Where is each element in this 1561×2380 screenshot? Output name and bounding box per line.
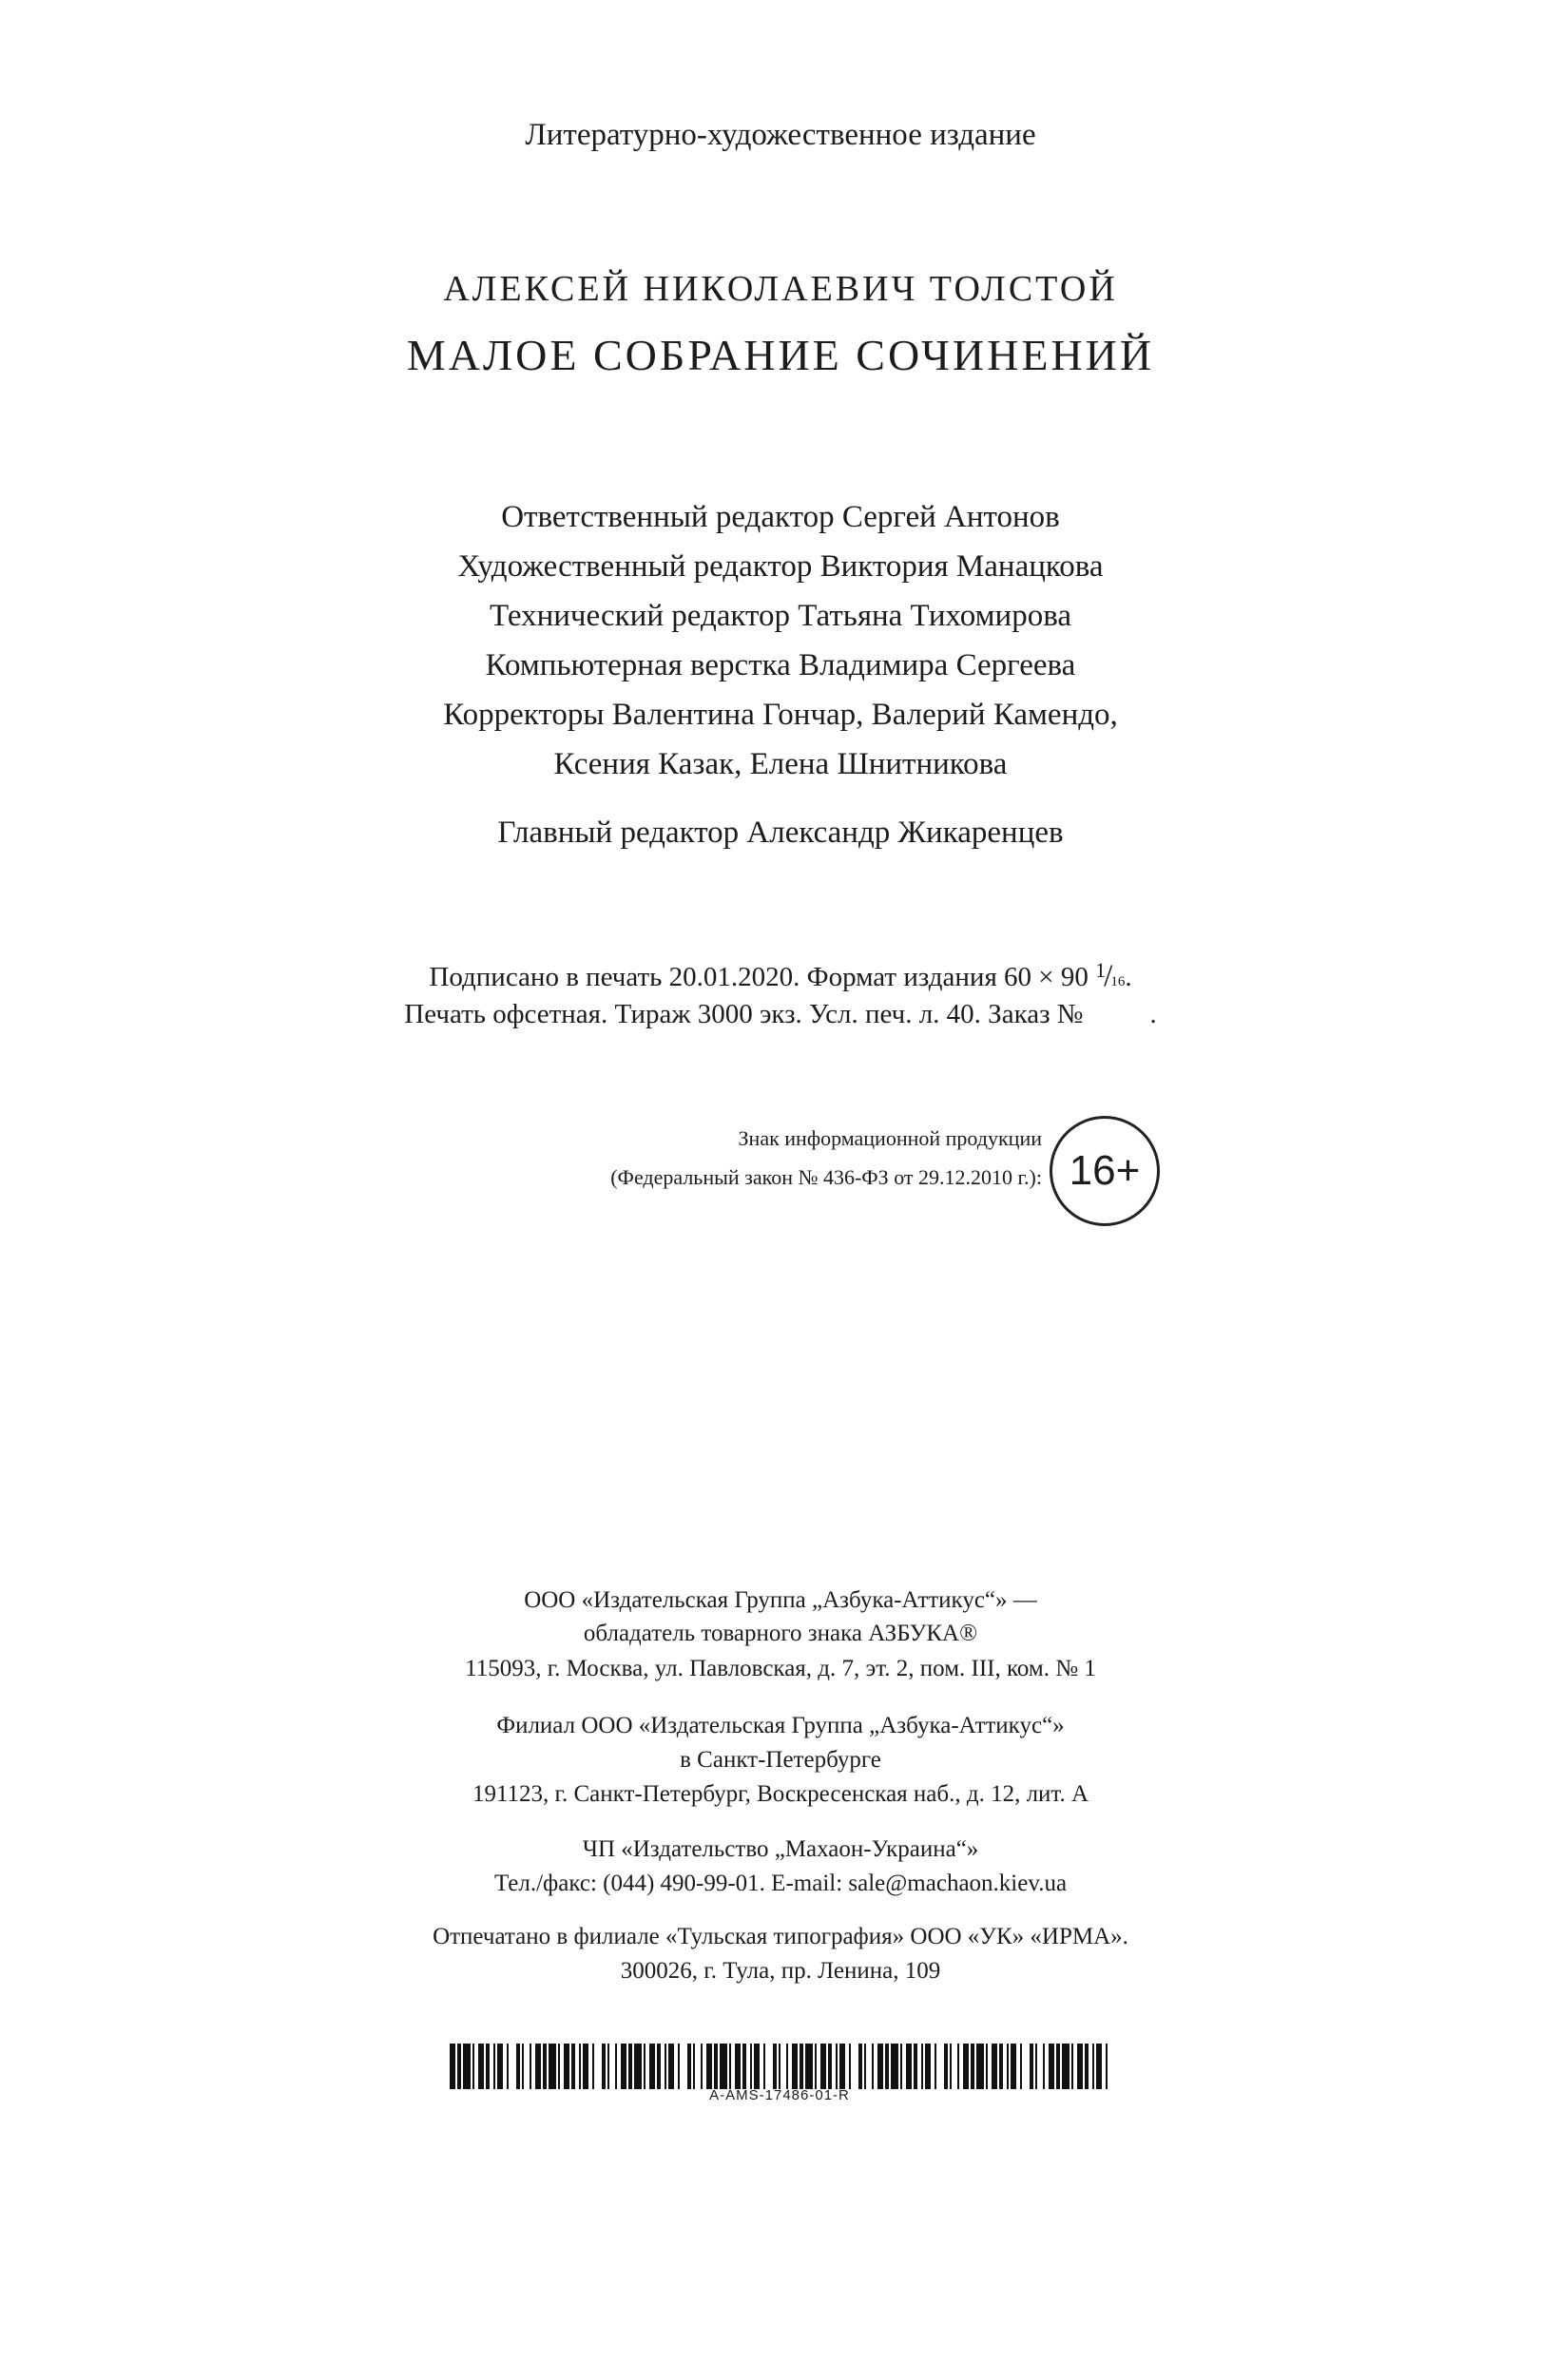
barcode-bar	[493, 2044, 495, 2089]
barcode-bar	[678, 2044, 680, 2089]
print-run-end: .	[1149, 999, 1157, 1029]
barcode-bar	[963, 2044, 969, 2089]
series-type: Литературно-художественное издание	[525, 118, 1036, 152]
barcode-bar	[450, 2044, 455, 2089]
barcode-bar	[478, 2044, 484, 2089]
printer-address: 300026, г. Тула, пр. Ленина, 109	[620, 1958, 941, 1984]
barcode-bar	[957, 2044, 959, 2089]
barcode-bar	[786, 2044, 788, 2089]
barcode-bar	[925, 2044, 931, 2089]
barcode-bar	[986, 2044, 988, 2089]
publisher-address: 115093, г. Москва, ул. Павловская, д. 7, эт. 2, пом. III, ком. № 1	[465, 1656, 1096, 1681]
barcode-bar	[828, 2044, 832, 2089]
branch-line: Филиал ООО «Издательская Группа „Азбука-Аттикус“»	[496, 1713, 1065, 1738]
branch-address: 191123, г. Санкт-Петербург, Воскресенская наб., д. 12, лит. А	[472, 1781, 1089, 1807]
barcode-bar	[1071, 2044, 1073, 2089]
barcode-bar	[665, 2044, 666, 2089]
barcode-bar	[621, 2044, 626, 2089]
barcode-bar	[644, 2044, 646, 2089]
barcode-bar	[1062, 2044, 1070, 2089]
barcode-bar	[607, 2044, 609, 2089]
barcode-bar	[615, 2044, 617, 2089]
barcode-bar	[836, 2044, 838, 2089]
barcode-bar	[805, 2044, 813, 2089]
barcode-caption: A-AMS-17486-01-R	[709, 2087, 850, 2103]
chief-editor: Главный редактор Александр Жикаренцев	[497, 816, 1064, 850]
publisher-line: ООО «Издательская Группа „Азбука-Аттикус“» —	[524, 1587, 1037, 1613]
barcode-bar	[976, 2044, 984, 2089]
barcode-bar	[773, 2044, 777, 2089]
signed-to-print-line	[0, 958, 1561, 994]
branch-line: в Санкт-Петербурге	[680, 1747, 881, 1773]
barcode-bar	[885, 2044, 889, 2089]
book-title: МАЛОЕ СОБРАНИЕ СОЧИНЕНИЙ	[406, 331, 1155, 379]
barcode-bar	[535, 2044, 541, 2089]
barcode-bar	[687, 2044, 691, 2089]
barcode-bar	[735, 2044, 741, 2089]
barcode-bar	[921, 2044, 923, 2089]
barcode-bar	[754, 2044, 760, 2089]
barcode-bar	[657, 2044, 661, 2089]
barcode-bar	[571, 2044, 575, 2089]
age-rating-label: Знак информационной продукции	[738, 1126, 1042, 1150]
barcode-bar	[1085, 2044, 1089, 2089]
ukraine-publisher: ЧП «Издательство „Махаон-Украина“»	[582, 1836, 979, 1862]
barcode-bar	[1092, 2044, 1094, 2089]
credit-line: Компьютерная верстка Владимира Сергеева	[485, 648, 1076, 682]
barcode-bar	[668, 2044, 674, 2089]
barcode	[450, 2044, 1111, 2089]
format-denominator: 16	[1110, 974, 1126, 989]
barcode-bar	[891, 2044, 898, 2089]
barcode-bar	[820, 2044, 826, 2089]
barcode-bar	[858, 2044, 862, 2089]
ukraine-contacts: Тел./факс: (044) 490-99-01. E-mail: sale@machaon.kiev.ua	[493, 1871, 1068, 1896]
barcode-bar	[564, 2044, 569, 2089]
barcode-bar	[1011, 2044, 1016, 2089]
barcode-bar	[583, 2044, 588, 2089]
barcode-bar	[720, 2044, 727, 2089]
credit-line: Корректоры Валентина Гончар, Валерий Камендо,	[443, 698, 1118, 732]
barcode-bar	[906, 2044, 912, 2089]
barcode-bar	[914, 2044, 917, 2089]
barcode-bar	[839, 2044, 845, 2089]
barcode-bar	[729, 2044, 731, 2089]
barcode-bar	[543, 2044, 547, 2089]
barcode-bar	[592, 2044, 594, 2089]
barcode-bar	[463, 2044, 471, 2089]
print-run-text: Печать офсетная. Тираж 3000 экз. Усл. печ. л. 40. Заказ №	[404, 999, 1084, 1029]
barcode-bar	[1056, 2044, 1060, 2089]
format-end: .	[1125, 962, 1132, 992]
format-numerator: 1	[1095, 958, 1107, 982]
barcode-bar	[849, 2044, 851, 2089]
barcode-bar	[634, 2044, 642, 2089]
credit-line: Художественный редактор Виктория Манацкова	[457, 549, 1104, 584]
barcode-bar	[1106, 2044, 1108, 2089]
barcode-bar	[602, 2044, 606, 2089]
age-rating-badge: 16+	[1050, 1116, 1160, 1226]
barcode-bar	[472, 2044, 474, 2089]
barcode-bar	[558, 2044, 560, 2089]
barcode-bar	[1007, 2044, 1009, 2089]
barcode-bar	[457, 2044, 461, 2089]
barcode-bar	[714, 2044, 718, 2089]
barcode-bar	[742, 2044, 746, 2089]
credit-line: Ксения Казак, Елена Шнитникова	[553, 747, 1008, 781]
credit-line: Технический редактор Татьяна Тихомирова	[489, 599, 1071, 633]
author-name: АЛЕКСЕЙ НИКОЛАЕВИЧ ТОЛСТОЙ	[443, 269, 1118, 309]
barcode-bar	[1035, 2044, 1037, 2089]
barcode-bar	[1077, 2044, 1083, 2089]
barcode-bar	[1043, 2044, 1045, 2089]
barcode-bar	[497, 2044, 503, 2089]
barcode-bar	[1030, 2044, 1033, 2089]
barcode-bar	[649, 2044, 655, 2089]
barcode-bar	[507, 2044, 509, 2089]
barcode-bar	[864, 2044, 866, 2089]
age-rating-law: (Федеральный закон № 436-ФЗ от 29.12.2010 г.):	[610, 1165, 1042, 1189]
barcode-bar	[992, 2044, 997, 2089]
barcode-bar	[706, 2044, 712, 2089]
barcode-bar	[516, 2044, 520, 2089]
credit-line: Ответственный редактор Сергей Антонов	[501, 500, 1060, 534]
publisher-line: обладатель товарного знака АЗБУКА®	[583, 1621, 978, 1646]
barcode-bar	[579, 2044, 581, 2089]
barcode-bar	[779, 2044, 780, 2089]
printer-line: Отпечатано в филиале «Тульская типография» ООО «УК» «ИРМА».	[433, 1924, 1128, 1949]
barcode-bar	[549, 2044, 556, 2089]
barcode-bar	[944, 2044, 948, 2089]
print-run-line	[0, 999, 1561, 1030]
barcode-bar	[900, 2044, 902, 2089]
barcode-bar	[486, 2044, 490, 2089]
barcode-bar	[877, 2044, 883, 2089]
signed-to-print-text: Подписано в печать 20.01.2020. Формат издания 60 × 90	[429, 962, 1089, 992]
barcode-bar	[701, 2044, 703, 2089]
format-slash: /	[1104, 959, 1113, 993]
barcode-bar	[693, 2044, 695, 2089]
barcode-bar	[815, 2044, 817, 2089]
barcode-bar	[522, 2044, 524, 2089]
barcode-bar	[1049, 2044, 1054, 2089]
barcode-bar	[935, 2044, 936, 2089]
barcode-bar	[971, 2044, 974, 2089]
barcode-bar	[1020, 2044, 1022, 2089]
barcode-bar	[530, 2044, 531, 2089]
barcode-bar	[999, 2044, 1003, 2089]
barcode-bar	[763, 2044, 765, 2089]
barcode-bar	[628, 2044, 632, 2089]
barcode-bar	[950, 2044, 952, 2089]
barcode-bar	[1096, 2044, 1102, 2089]
barcode-bar	[872, 2044, 874, 2089]
barcode-bar	[792, 2044, 798, 2089]
barcode-bar	[750, 2044, 752, 2089]
barcode-bar	[800, 2044, 803, 2089]
